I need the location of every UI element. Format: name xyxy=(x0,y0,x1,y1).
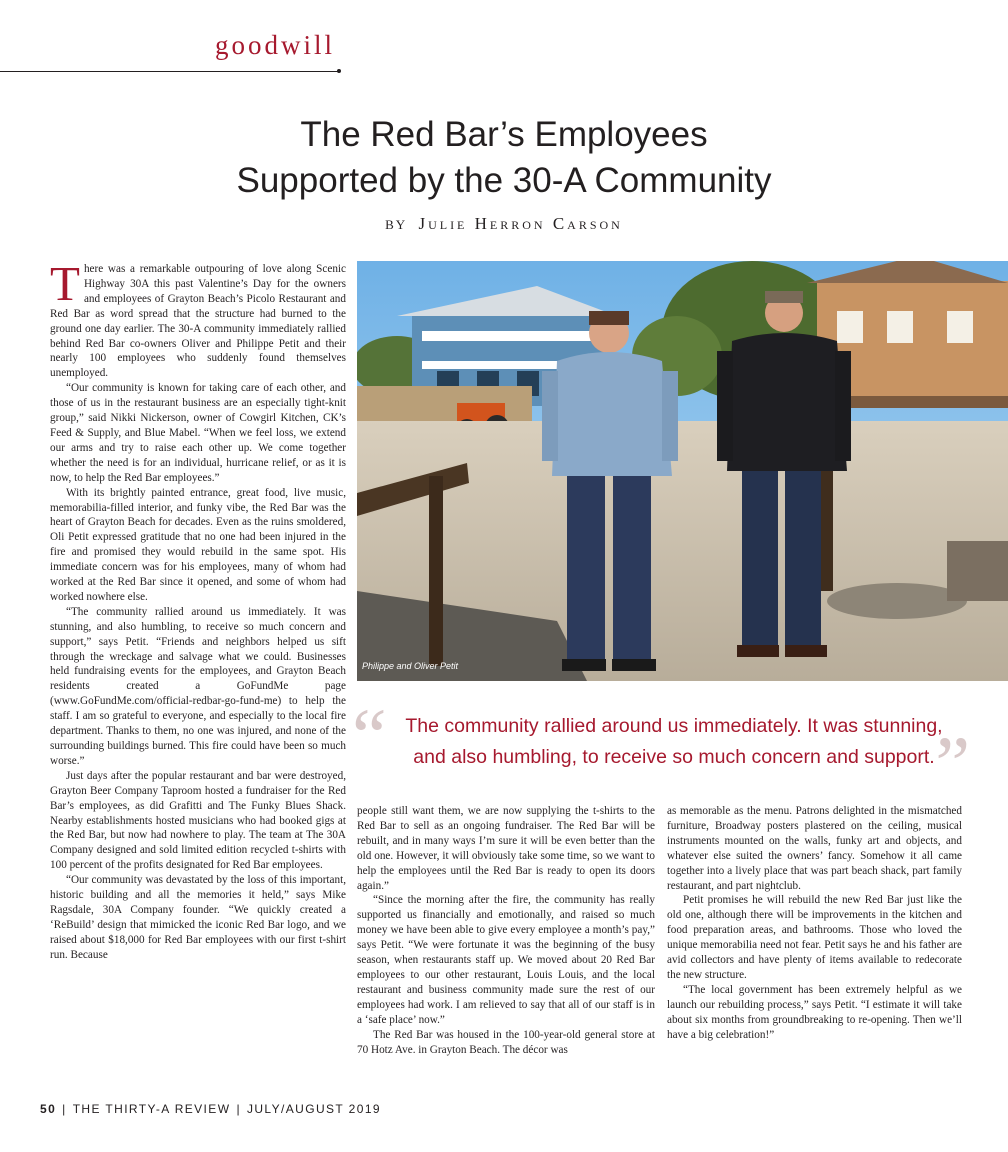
article-column-3 xyxy=(667,804,962,1043)
byline-author: Julie Herron Carson xyxy=(418,214,623,233)
byline xyxy=(300,214,708,234)
paragraph xyxy=(50,256,346,381)
pull-quote xyxy=(352,692,1008,807)
pull-quote-line-1: The community rallied around us immediately. It was stunning, xyxy=(405,715,943,737)
headline-line-2: Supported by the 30-A Community xyxy=(236,161,772,200)
photo-illustration xyxy=(357,261,1008,681)
paragraph: “The local government has been extremely helpful as we launch our rebuilding process,” says Petit. “I estimate it will take about six months from groundbreaking to re-opening. Then we’ll have a big celebration!” xyxy=(667,983,962,1041)
page-footer xyxy=(40,1102,381,1116)
photo-caption: Philippe and Oliver Petit xyxy=(362,661,459,671)
paragraph: “Our community is known for taking care of each other, and those of us in the restaurant business are an especially tight-knit group,” said Nikki Nickerson, owner of Cowgirl Kitchen, CK’s Feed & Supply, and Blue Mabel. “When we feel loss, we extend our arms and try to raise each other up. We come together whether the need is for an individual, hurricane relief, or as it is now, to help the Red Bar employees.” xyxy=(50,382,346,484)
pull-quote-line-2: and also humbling, to receive so much concern and support. xyxy=(413,746,935,768)
footer-separator: | xyxy=(236,1102,241,1116)
paragraph: The Red Bar was housed in the 100-year-old general store at 70 Hotz Ave. in Grayton Beach. The décor was xyxy=(357,1028,655,1056)
paragraph: as memorable as the menu. Patrons delighted in the mismatched furniture, Broadway posters plastered on the ceiling, musical instruments mounted on the walls, funky art and objects, and whatever else suited the owners’ fancy. Somehow it all came together into a lively place that was part beach shack, part family restaurant, and part nightclub. xyxy=(667,805,962,892)
paragraph: With its brightly painted entrance, great food, live music, memorabilia-filled interior, and funky vibe, the Red Bar was the heart of Grayton Beach for decades. Even as the ruins smoldered, Oli Petit expressed gratitude that no one had been injured in the fire and promised they would rebuild in the same spot. His immediate concern was for his employees, many of whom had worked at the Red Bar since it opened, and some of whom had worked nowhere else. xyxy=(50,486,346,603)
article-column-1 xyxy=(50,256,346,963)
headline-line-1: The Red Bar’s Employees xyxy=(300,115,708,154)
publication-name: THE THIRTY-A REVIEW xyxy=(72,1102,231,1116)
open-quote-mark: “ xyxy=(352,692,387,779)
paragraph: “Since the morning after the fire, the community has really supported us financially and emotionally, and raised so much money we have been able to give every employee a month’s pay,” says Petit. “We were fortunate it was the beginning of the busy season, when restaurants staff up. We moved about 20 Red Bar employees to our other restaurant, Louis Louis, and the local restaurant and business community made sure the rest of our employees had work. I am relieved to say that all of our staff is in a ‘safe place’ now.” xyxy=(357,894,655,1026)
pull-quote-text xyxy=(374,711,974,773)
footer-separator: | xyxy=(62,1102,67,1116)
paragraph: “The community rallied around us immediately. It was stunning, and also humbling, to receive so much concern and support,” says Petit. “Friends and neighbors helped us sift through the wreckage and salvage what we could. Businesses held fundraising events for the employees, and Grayton Beach residents created a GoFundMe page (www.GoFundMe.com/official-redbar-go-fund-me) to help the staff. I am so grateful to everyone, and especially to the local fire department. Thanks to them, no one was injured, and none of the surrounding buildings burned. This fire could have been so much worse.” xyxy=(50,605,346,767)
close-quote-mark: ” xyxy=(935,720,970,807)
article-photo xyxy=(357,261,1008,681)
byline-prefix: BY xyxy=(385,217,408,232)
issue-date: JULY/AUGUST 2019 xyxy=(246,1102,381,1116)
paragraph-text: here was a remarkable outpouring of love along Scenic Highway 30A this past Valentine’s Day for the owners and employees of Grayton Beach’s Picolo Restaurant and Red Bar as word spread that the structure had burned to the ground one day earlier. The 30-A community immediately rallied behind Red Bar co-owners Oliver and Philippe Petit and their nearly 100 employees who suddenly found themselves unemployed. xyxy=(50,263,346,380)
section-rule-dot xyxy=(337,69,341,73)
page-number: 50 xyxy=(40,1102,57,1116)
article-column-2 xyxy=(357,804,655,1057)
section-rule xyxy=(0,71,338,72)
section-label: goodwill xyxy=(215,30,336,60)
paragraph: “Our community was devastated by the loss of this important, historic building and all the memories it held,” says Mike Ragsdale, 30A Company founder. “We quickly created a ‘ReBuild’ design that mimicked the iconic Red Bar logo, and we raised about $18,000 for Red Bar employees with our first t-shirt run. Because xyxy=(50,874,346,961)
paragraph: people still want them, we are now supplying the t-shirts to the Red Bar to sell as an ongoing fundraiser. The Red Bar will be rebuilt, and in many ways I’m sure it will be even better than the old one. However, it will obviously take some time, so we want to help the employees until the Red Bar is ready to open its doors again.” xyxy=(357,805,655,892)
paragraph: Petit promises he will rebuild the new Red Bar just like the old one, although there will be improvements in the kitchen and food preparation areas, and bathrooms. Those who loved the unique memorabilia need not fear. Petit says he and his father are avid collectors and have plenty of items available to redecorate the new structure. xyxy=(667,894,962,981)
drop-cap: T xyxy=(50,256,80,311)
article-headline xyxy=(150,112,858,204)
paragraph: Just days after the popular restaurant and bar were destroyed, Grayton Beer Company Taproom hosted a fundraiser for the Red Bar’s employees, as did Grafitti and The Funky Blues Shack. Nearby establishments hosted musicians who had booked gigs at the Red Bar, but now had nowhere to play. The team at The 30A Company designed and sold limited edition recycled t-shirts with 100 percent of the profits designated for Red Bar employees. xyxy=(50,769,346,872)
